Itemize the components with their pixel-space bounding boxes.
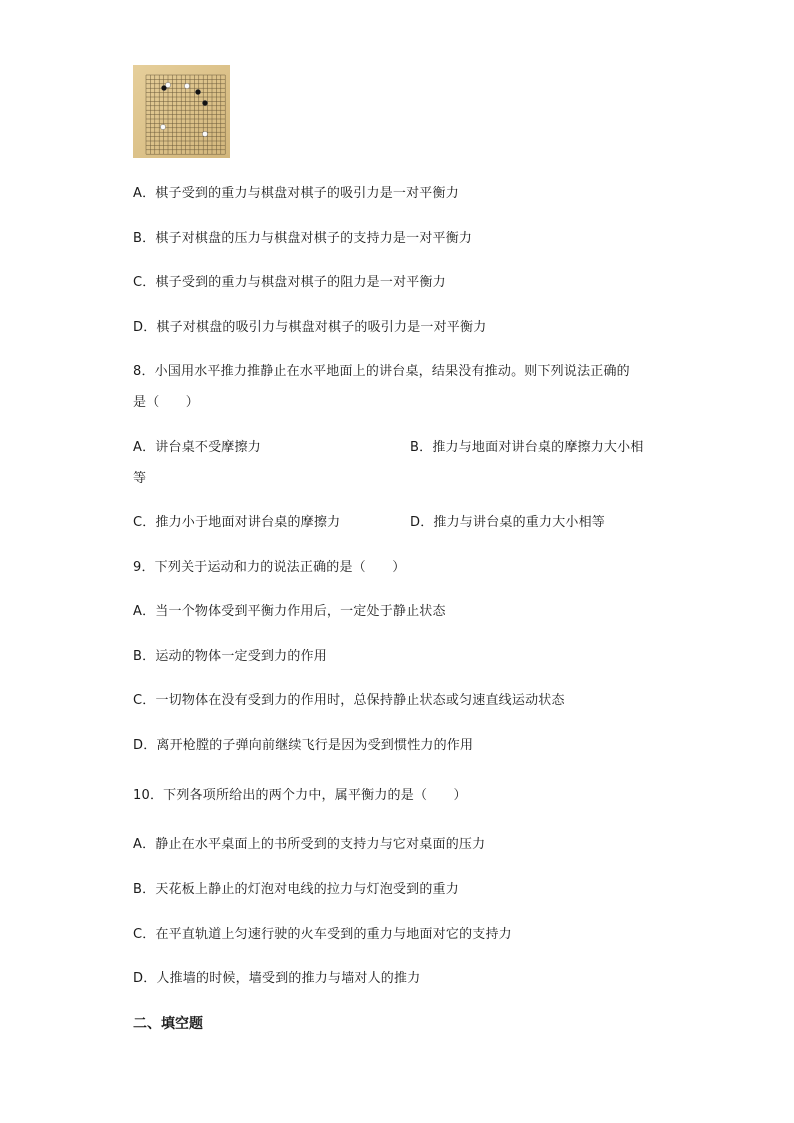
q7-option-b: B．棋子对棋盘的压力与棋盘对棋子的支持力是一对平衡力	[133, 231, 473, 246]
q10-option-d: D．人推墙的时候，墙受到的推力与墙对人的推力	[133, 971, 421, 986]
white-stone	[202, 131, 207, 136]
section-heading: 二、填空题	[133, 1016, 203, 1032]
white-stone	[184, 83, 189, 88]
board-background	[133, 65, 230, 158]
q10-stem: 10．下列各项所给出的两个力中，属平衡力的是（ ）	[133, 788, 467, 803]
q7-option-c: C．棋子受到的重力与棋盘对棋子的阻力是一对平衡力	[133, 275, 446, 290]
q9-option-a: A．当一个物体受到平衡力作用后，一定处于静止状态	[133, 604, 446, 619]
black-stone	[202, 100, 207, 105]
white-stone	[165, 82, 170, 87]
q9-option-d: D．离开枪膛的子弹向前继续飞行是因为受到惯性力的作用	[133, 738, 474, 753]
q8-stem-line2: 是（ ）	[133, 395, 200, 410]
q9-option-b: B．运动的物体一定受到力的作用	[133, 649, 327, 664]
q10-option-b: B．天花板上静止的灯泡对电线的拉力与灯泡受到的重力	[133, 882, 459, 897]
go-board-figure	[133, 65, 230, 158]
q10-option-c: C．在平直轨道上匀速行驶的火车受到的重力与地面对它的支持力	[133, 927, 512, 942]
q10-option-a: A．静止在水平桌面上的书所受到的支持力与它对桌面的压力	[133, 837, 486, 852]
black-stone	[195, 89, 200, 94]
q8-option-b: B．推力与地面对讲台桌的摩擦力大小相	[410, 440, 644, 455]
q7-option-d: D．棋子对棋盘的吸引力与棋盘对棋子的吸引力是一对平衡力	[133, 320, 487, 335]
white-stone	[160, 124, 165, 129]
q9-option-c: C．一切物体在没有受到力的作用时，总保持静止状态或匀速直线运动状态	[133, 693, 565, 708]
q8-option-d: D．推力与讲台桌的重力大小相等	[410, 515, 606, 530]
q8-option-a: A．讲台桌不受摩擦力	[133, 440, 261, 455]
q8-option-c: C．推力小于地面对讲台桌的摩擦力	[133, 515, 341, 530]
q8-option-b-continued: 等	[133, 471, 147, 486]
q9-stem: 9．下列关于运动和力的说法正确的是（ ）	[133, 560, 406, 575]
q8-stem-line1: 8．小国用水平推力推静止在水平地面上的讲台桌，结果没有推动。则下列说法正确的	[133, 364, 630, 379]
q7-option-a: A．棋子受到的重力与棋盘对棋子的吸引力是一对平衡力	[133, 186, 459, 201]
